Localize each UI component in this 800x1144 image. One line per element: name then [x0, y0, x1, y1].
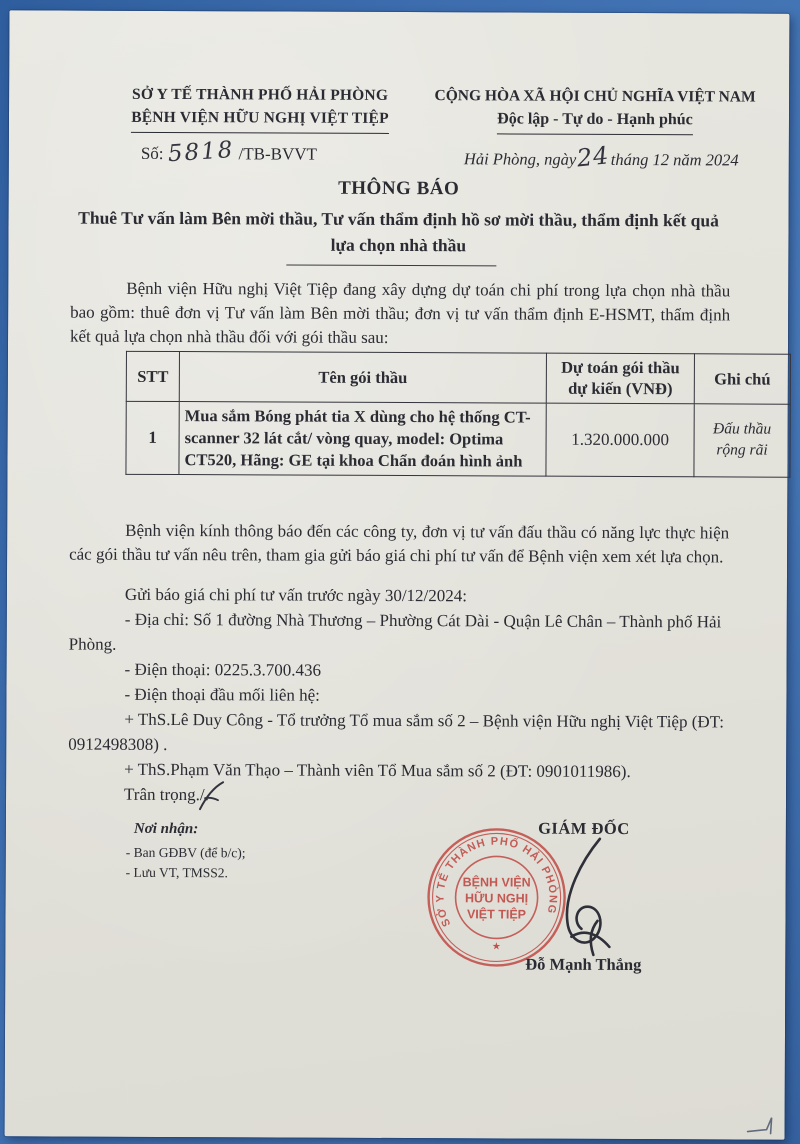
table-header-row	[126, 351, 790, 404]
handwritten-initial-mark	[194, 779, 228, 813]
contact-block	[68, 582, 731, 810]
phone-line: - Điện thoại: 0225.3.700.436	[124, 659, 322, 680]
bidding-package-table	[125, 351, 791, 478]
letterhead-national	[407, 84, 783, 136]
col-header-package-name: Tên gói thầu	[179, 352, 546, 403]
national-motto-line1: CỘNG HÒA XÃ HỘI CHỦ NGHĨA VIỆT NAM	[434, 87, 756, 106]
org-parent-name: SỞ Y TẾ THÀNH PHỐ HẢI PHÒNG	[132, 85, 389, 104]
paragraph-intro: Bệnh viện Hữu nghị Việt Tiệp đang xây dựng dự toán chi phí trong lựa chọn nhà thầu bao gồm: thuê đơn vị Tư vấn làm Bên mời thầu; đơn vị tư vấn thẩm định E-HSMT, thẩm định kết quả lựa chọn nhà thầu đối với gói thầu sau:	[69, 278, 731, 347]
col-header-budget: Dự toán gói thầu dự kiến (VNĐ)	[546, 353, 694, 404]
national-motto-line2: Độc lập - Tự do - Hạnh phúc	[407, 107, 783, 136]
place-and-date	[429, 142, 774, 172]
director-signature	[533, 833, 634, 969]
table-row	[126, 401, 790, 477]
recipient-item-1: - Ban GĐBV (để b/c);	[125, 844, 246, 861]
stamp-center-line2: HỮU NGHỊ	[464, 891, 529, 906]
document-title: THÔNG BÁO	[338, 177, 460, 200]
document-number	[140, 136, 318, 168]
col-header-stt: STT	[126, 351, 179, 401]
deadline-line: Gửi báo giá chi phí tư vấn trước ngày 30/12/2024:	[124, 584, 468, 606]
stamp-ring-text: SỞ Y TẾ THÀNH PHỐ HẢI PHÒNG	[434, 835, 559, 929]
stamp-star-icon: ★	[491, 941, 501, 953]
title-divider	[286, 265, 496, 267]
cell-package-name: Mua sắm Bóng phát tia X dùng cho hệ thống CT-scanner 32 lát cắt/ vòng quay, model: Optima CT520, Hãng: GE tại khoa Chẩn đoán hình ảnh	[179, 401, 546, 476]
number-suffix: /TB-BVVT	[238, 144, 318, 164]
closing-line: Trân trọng./.	[123, 784, 209, 805]
cell-stt: 1	[126, 401, 179, 474]
recipients-block	[126, 819, 366, 884]
signer-title: GIÁM ĐỐC	[538, 818, 630, 839]
letterhead-organization	[105, 83, 415, 134]
recipients-label: Nơi nhận:	[133, 820, 199, 838]
handwritten-number: 5818	[167, 136, 236, 168]
contact-label-line: - Điện thoại đầu mối liên hệ:	[124, 684, 320, 705]
date-prefix: Hải Phòng, ngày	[463, 149, 577, 169]
address-line: - Địa chỉ: Số 1 đường Nhà Thương – Phường Cát Dài - Quận Lê Chân – Thành phố Hải Phòng.	[68, 609, 722, 654]
recipient-item-2: - Lưu VT, TMSS2.	[125, 864, 228, 881]
document-page	[5, 10, 790, 1139]
signer-name: Đỗ Mạnh Thắng	[525, 954, 642, 975]
handwritten-day: 24	[575, 141, 612, 173]
stamp-center-line3: VIỆT TIỆP	[466, 907, 527, 922]
contact-person-2: + ThS.Phạm Văn Thạo – Thành viên Tổ Mua sắm số 2 (ĐT: 0901011986).	[124, 759, 631, 782]
cell-budget: 1.320.000.000	[546, 403, 694, 477]
document-subtitle: Thuê Tư vấn làm Bên mời thầu, Tư vấn thẩm định hồ sơ mời thầu, thẩm định kết quả lựa chọn nhà thầu	[78, 207, 719, 256]
number-prefix: Số:	[140, 143, 164, 163]
stamp-center-line1: BỆNH VIỆN	[462, 875, 531, 890]
contact-person-1: + ThS.Lê Duy Công - Tổ trưởng Tổ mua sắm số 2 – Bệnh viện Hữu nghị Việt Tiệp (ĐT: 0912498308) .	[68, 709, 724, 754]
date-suffix: tháng 12 năm 2024	[610, 149, 739, 170]
cell-note: Đấu thầu rộng rãi	[694, 404, 790, 477]
paragraph-invitation: Bệnh viện kính thông báo đến các công ty, đơn vị tư vấn đấu thầu có năng lực thực hiện các gói thầu tư vấn nêu trên, tham gia gửi báo giá chi phí tư vấn để Bệnh viện xem xét lựa chọn.	[69, 520, 730, 567]
corner-pen-mark	[747, 1114, 775, 1136]
col-header-note: Ghi chú	[694, 354, 790, 404]
org-hospital-name: BỆNH VIỆN HỮU NGHỊ VIỆT TIỆP	[105, 106, 415, 134]
